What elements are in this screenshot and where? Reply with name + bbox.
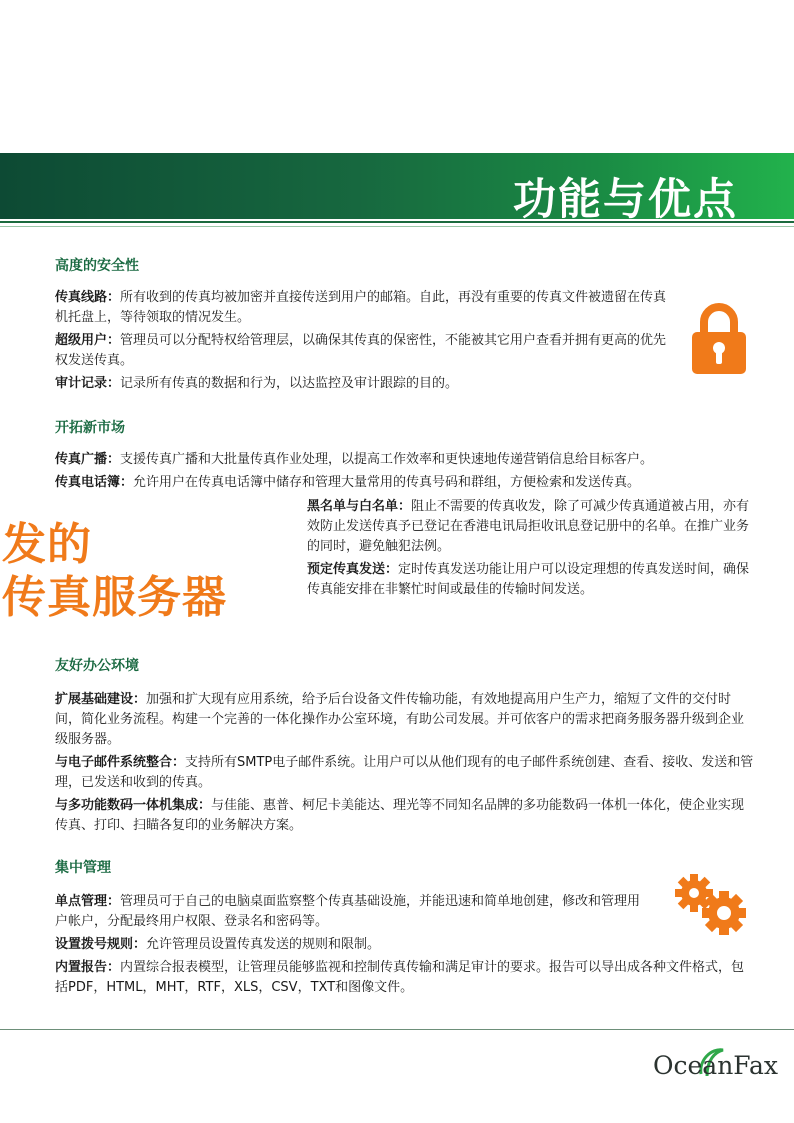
feature-label: 内置报告： (55, 960, 121, 975)
feature-label: 扩展基础建设： (55, 692, 147, 707)
feature-text: 内置综合报表模型，让管理员能够监视和控制传真传输和满足审计的要求。报告可以导出成各种文件格式，包括PDF，HTML，MHT，RTF，XLS，CSV，TXT和图像文件。 (55, 960, 745, 995)
feature-text: 与佳能、惠普、柯尼卡美能达、理光等不同知名品牌的多功能数码一体机一体化，使企业实现传真、打印、扫瞄各复印的业务解决方案。 (55, 798, 745, 833)
feature-label: 黑名单与白名单： (307, 499, 412, 514)
oceanfax-logo: OceanFax (653, 1051, 778, 1080)
feature-email-integration (55, 753, 755, 793)
feature-blacklist (307, 497, 752, 557)
feature-reports (55, 958, 755, 998)
feature-label: 传真电话簿： (55, 475, 134, 490)
padlock-icon (690, 302, 748, 374)
feature-label: 单点管理： (55, 894, 121, 909)
feature-text: 管理员可以分配特权给管理层，以确保其传真的保密性，不能被其它用户查看并拥有更高的优先权发送传真。 (55, 333, 667, 368)
section-title-office: 友好办公环境 (55, 658, 139, 674)
feature-text: 允许用户在传真电话簿中储存和管理大量常用的传真号码和群组，方便检索和发送传真。 (133, 475, 641, 490)
feature-audit-log (55, 374, 675, 394)
section-management (55, 858, 755, 1001)
section-security (55, 256, 675, 397)
feature-text: 加强和扩大现有应用系统，给予后台设备文件传输功能，有效地提高用户生产力，缩短了文件的交付时间，简化业务流程。构建一个完善的一体化操作办公室环境，有助公司发展。并可依客户的需求把商务服务器升级到企业级服务器。 (55, 692, 745, 747)
feature-fax-broadcast (55, 450, 755, 470)
feature-fax-line (55, 288, 675, 328)
footer-divider (0, 1029, 794, 1030)
banner-divider-thin (0, 226, 794, 227)
feature-infrastructure (55, 690, 755, 750)
feature-label: 传真广播： (55, 452, 121, 467)
feature-label: 与多功能数码一体机集成： (55, 798, 212, 813)
feature-label: 传真线路： (55, 290, 121, 305)
section-title-management: 集中管理 (55, 860, 111, 876)
feature-single-point (55, 892, 645, 932)
feature-label: 超级用户： (55, 333, 121, 348)
feature-label: 审计记录： (55, 376, 121, 391)
gears-icon (674, 873, 748, 935)
feature-text: 定时传真发送功能让用户可以设定理想的传真发送时间，确保传真能安排在非繁忙时间或最佳的传输时间发送。 (307, 562, 750, 597)
section-market-side (307, 497, 752, 603)
feature-text: 允许管理员设置传真发送的规则和限制。 (146, 937, 381, 952)
promo-text (2, 518, 227, 624)
feature-text: 所有收到的传真均被加密并直接传送到用户的邮箱。自此，再没有重要的传真文件被遗留在传真机托盘上，等待领取的情况发生。 (55, 290, 667, 325)
feature-text: 支援传真广播和大批量传真作业处理，以提高工作效率和更快速地传递营销信息给目标客户。 (120, 452, 654, 467)
banner-divider (0, 221, 794, 223)
feature-label: 设置拨号规则： (55, 937, 147, 952)
promo-line: 传真服务器 (2, 572, 227, 623)
feature-text: 记录所有传真的数据和行为，以达监控及审计跟踪的目的。 (120, 376, 459, 391)
feature-label: 预定传真发送： (307, 562, 399, 577)
feature-mfp-integration (55, 796, 755, 836)
section-title-security: 高度的安全性 (55, 258, 139, 274)
feature-scheduled-fax (307, 560, 752, 600)
feature-dial-rules (55, 935, 755, 955)
feature-label: 与电子邮件系统整合： (55, 755, 186, 770)
promo-line: 发的 (2, 519, 92, 570)
section-title-market: 开拓新市场 (55, 420, 125, 436)
page-title: 功能与优点 (513, 175, 738, 219)
feature-text: 支持所有SMTP电子邮件系统。让用户可以从他们现有的电子邮件系统创建、查看、接收、发送和管理，已发送和收到的传真。 (55, 755, 754, 790)
feature-text: 管理员可于自己的电脑桌面监察整个传真基础设施，并能迅速和简单地创建，修改和管理用户帐户，分配最终用户权限、登录名和密码等。 (55, 894, 641, 929)
feature-super-user (55, 331, 675, 371)
section-market (55, 418, 755, 496)
section-office (55, 656, 755, 839)
feature-fax-phonebook (55, 473, 755, 493)
feature-text: 阻止不需要的传真收发，除了可减少传真通道被占用，亦有效防止发送传真予已登记在香港电讯局拒收讯息登记册中的名单。在推广业务的同时，避免触犯法例。 (307, 499, 750, 554)
